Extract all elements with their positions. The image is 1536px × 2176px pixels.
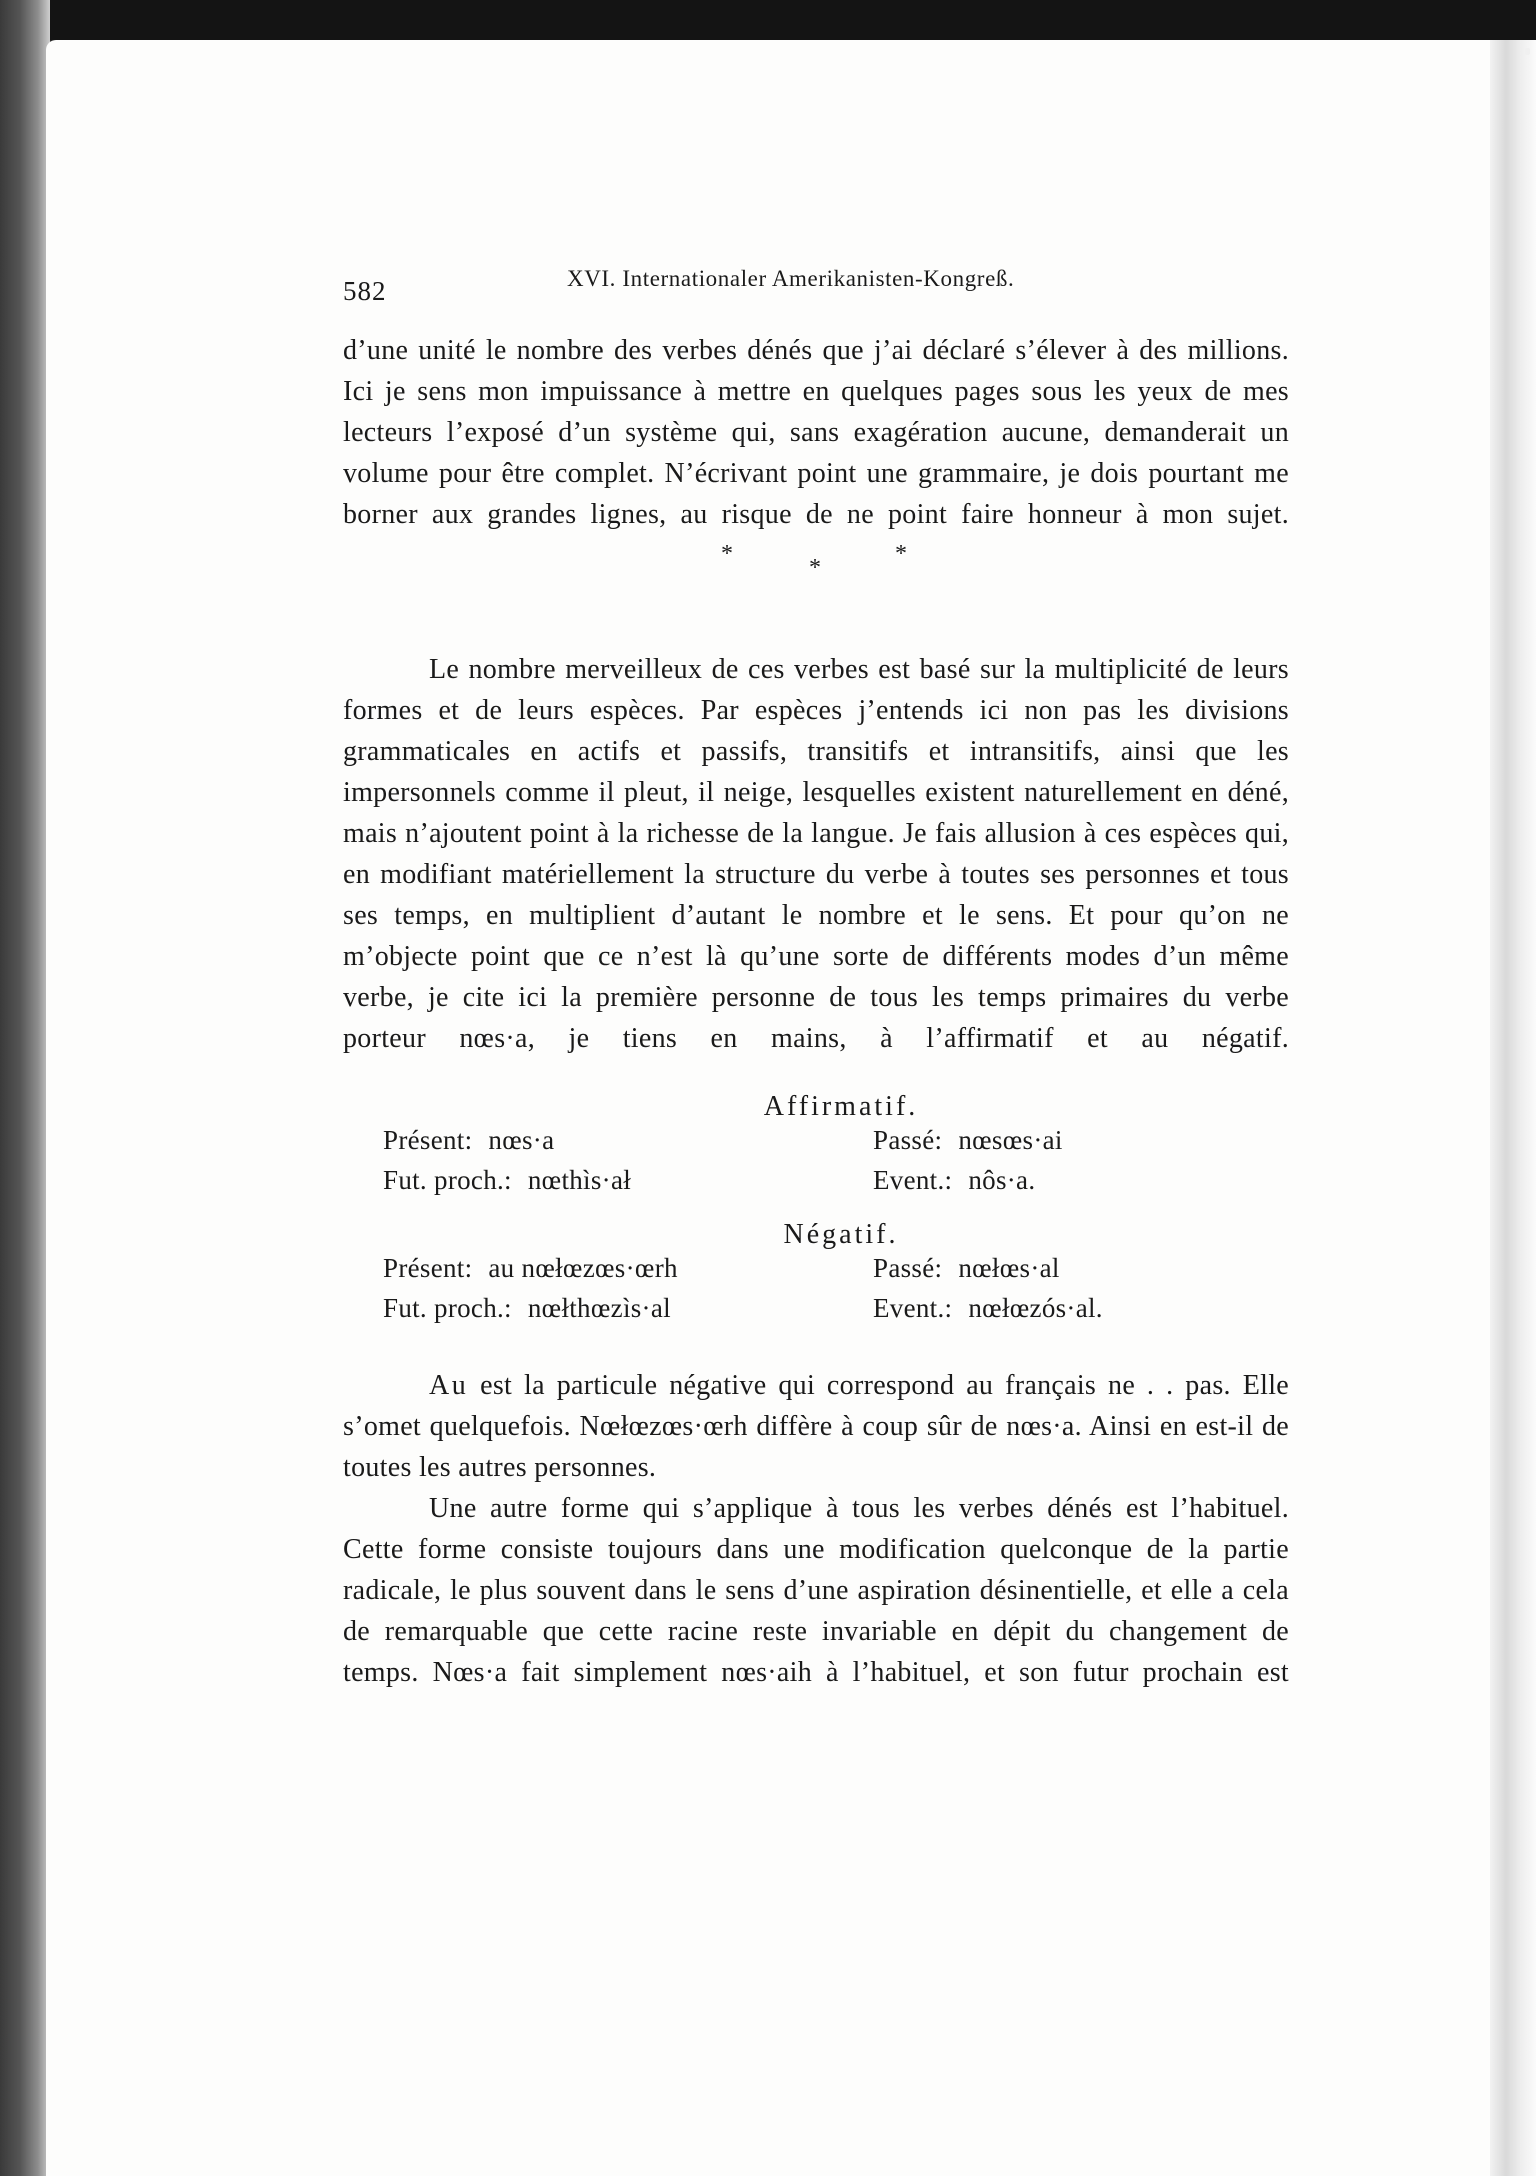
section-separator	[343, 535, 1289, 605]
negatif-futur	[383, 1293, 671, 1324]
scan-right-edge	[1490, 40, 1536, 2176]
header-title: XVI. Internationaler Amerikanisten-Kongreß.	[567, 266, 1015, 291]
paragraph-2: Le nombre merveilleux de ces verbes est basé sur la multiplicité de leurs formes et de leurs espèces. Par espèces j’entends ici non pas les divisions grammaticales en actifs et passifs, transitifs et intransitifs, ainsi que les impersonnels comme il pleut, il neige, lesquelles existent naturellement en déné, mais n’ajoutent point à la richesse de la langue. Je fais allusion à ces espèces qui, en modifiant matériellement la structure du verbe à toutes ses personnes et tous ses temps, en multiplient d’autant le nombre et le sens. Et pour qu’on ne m’objecte point que ce n’est là qu’une sorte de différents modes d’un même verbe, je cite ici la première personne de tous les temps primaires du verbe porteur nœs·a, je tiens en mains, à l’affirmatif et au négatif.	[343, 654, 1289, 1054]
negatif-present	[383, 1253, 678, 1284]
paragraph-3	[343, 1365, 1289, 1488]
tense-label: Fut. proch.:	[383, 1165, 512, 1195]
affirmatif-event	[873, 1165, 1035, 1196]
tense-label: Fut. proch.:	[383, 1293, 512, 1323]
paragraph-3-text: est la particule négative qui correspond au français ne . . pas. Elle s’omet quelquefois. Nœłœzœs·œrh diffère à coup sûr de nœs·a. Ainsi en est-il de toutes les autres personnes.	[343, 1370, 1289, 1483]
scan-top-border	[0, 0, 1536, 40]
negatif-paradigm	[343, 1253, 1289, 1335]
verb-form: nôs·a.	[968, 1165, 1036, 1195]
scan-speck	[1525, 48, 1530, 55]
asterisk: *	[721, 541, 733, 567]
affirmatif-paradigm	[343, 1125, 1289, 1207]
affirmatif-heading: Affirmatif.	[763, 1091, 919, 1122]
running-head	[343, 258, 1289, 308]
asterisk: *	[809, 555, 821, 581]
tense-label: Passé:	[873, 1253, 943, 1283]
asterisk: *	[895, 541, 907, 567]
negatif-passe	[873, 1253, 1060, 1284]
affirmatif-present	[383, 1125, 554, 1156]
tense-label: Présent:	[383, 1253, 473, 1283]
negatif-event	[873, 1293, 1103, 1324]
affirmatif-passe	[873, 1125, 1063, 1156]
verb-form: nœłthœzìs·al	[527, 1293, 671, 1323]
verb-form: nœs·a	[488, 1125, 555, 1155]
paragraph-1: d’une unité le nombre des verbes dénés que j’ai déclaré s’élever à des millions. Ici je sens mon impuissance à mettre en quelques pages sous les yeux de mes lecteurs l’exposé d’un système qui, sans exagération aucune, demanderait un volume pour être complet. N’écrivant point une grammaire, je dois pourtant me borner aux grandes lignes, au risque de ne point faire honneur à mon sujet.	[343, 335, 1289, 530]
affirmatif-futur	[383, 1165, 631, 1196]
tense-label: Event.:	[873, 1293, 953, 1323]
scan-left-edge	[0, 0, 50, 2176]
verb-form: nœthìs·ał	[527, 1165, 632, 1195]
particle-au: Au	[429, 1370, 469, 1401]
negatif-heading: Négatif.	[783, 1219, 899, 1250]
verb-form: nœłœzós·al.	[968, 1293, 1103, 1323]
verb-form: au nœłœzœs·œrh	[488, 1253, 678, 1283]
page-number: 582	[343, 276, 387, 306]
verb-form: nœsœs·ai	[958, 1125, 1063, 1155]
tense-label: Event.:	[873, 1165, 953, 1195]
tense-label: Passé:	[873, 1125, 943, 1155]
paragraph-4: Une autre forme qui s’applique à tous les verbes dénés est l’habituel. Cette forme consiste toujours dans une modification quelconque de la partie radicale, le plus souvent dans le sens d’une aspiration désinentielle, et elle a cela de remarquable que cette racine reste invariable en dépit du changement de temps. Nœs·a fait simplement nœs·aih à l’habituel, et son futur prochain est	[343, 1493, 1289, 1688]
tense-label: Présent:	[383, 1125, 473, 1155]
page-content	[343, 258, 1289, 1693]
verb-form: nœłœs·al	[958, 1253, 1060, 1283]
